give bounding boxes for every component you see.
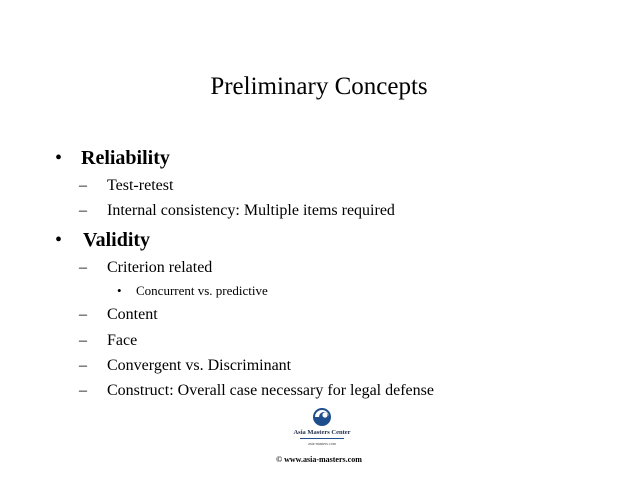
sub-item-label: Test-retest bbox=[107, 177, 174, 194]
sub-item bbox=[79, 201, 499, 221]
sub-sub-item bbox=[117, 282, 417, 300]
asia-masters-center-logo bbox=[284, 405, 360, 449]
sub-item bbox=[79, 176, 499, 196]
svg-text:asia-masters.com: asia-masters.com bbox=[308, 441, 336, 446]
sub-item bbox=[79, 305, 499, 325]
svg-text:Asia Masters Center: Asia Masters Center bbox=[293, 429, 351, 436]
bullet-marker: • bbox=[55, 229, 63, 251]
dash-marker: – bbox=[79, 306, 87, 323]
sub-item bbox=[79, 331, 499, 351]
bullet-label: Reliability bbox=[81, 147, 170, 169]
slide-title: Preliminary Concepts bbox=[210, 73, 428, 100]
sub-item-label: Internal consistency: Multiple items required bbox=[107, 202, 395, 219]
sub-item-label: Criterion related bbox=[107, 259, 213, 276]
bullet-validity bbox=[55, 228, 455, 252]
bullet-marker: • bbox=[55, 147, 63, 169]
sub-item-label: Construct: Overall case necessary for legal defense bbox=[107, 382, 434, 399]
dash-marker: – bbox=[79, 332, 87, 349]
dash-marker: – bbox=[79, 357, 87, 374]
sub-item bbox=[79, 356, 499, 376]
sub-item-label: Convergent vs. Discriminant bbox=[107, 357, 292, 374]
dash-marker: – bbox=[79, 259, 87, 276]
dash-marker: – bbox=[79, 177, 87, 194]
bullet-marker: • bbox=[117, 283, 122, 298]
bullet-reliability bbox=[55, 146, 455, 170]
sub-item bbox=[79, 381, 509, 401]
sub-item-label: Content bbox=[107, 306, 158, 323]
sub-item-label: Face bbox=[107, 332, 138, 349]
sub-item bbox=[79, 258, 499, 278]
dash-marker: – bbox=[79, 202, 87, 219]
bullet-label: Validity bbox=[83, 229, 151, 251]
sub-sub-item-label: Concurrent vs. predictive bbox=[136, 283, 268, 298]
dash-marker: – bbox=[79, 382, 87, 399]
footer-copyright: © www.asia-masters.com bbox=[276, 455, 362, 464]
